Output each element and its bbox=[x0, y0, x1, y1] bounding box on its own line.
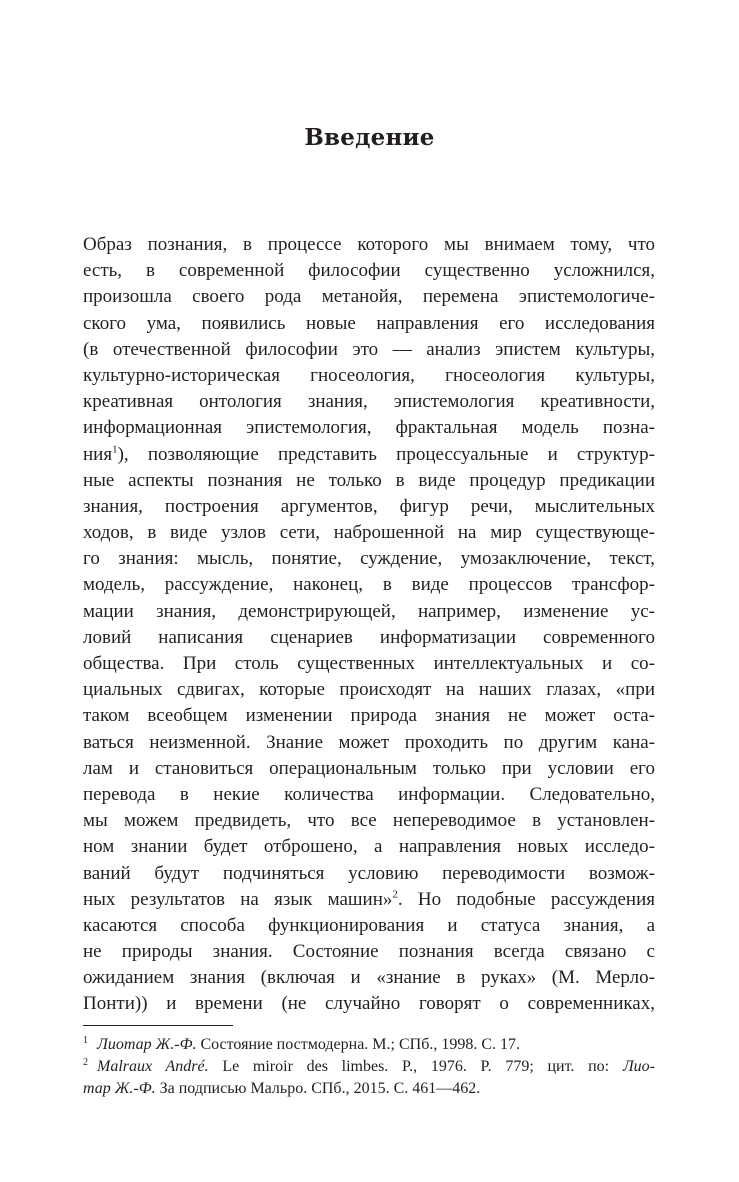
body-text bbox=[83, 232, 655, 1018]
footnote-text: Le miroir des limbes. P., 1976. P. 779; цит. по: bbox=[208, 1058, 623, 1075]
text-line: Понти)) и времени (не случайно говорят о современниках, bbox=[83, 993, 655, 1015]
footnote-2-continued bbox=[83, 1078, 655, 1100]
text-line: культурно-историческая гносеология, гносеология культуры, bbox=[83, 364, 655, 386]
text-line: информационная эпистемология, фрактальная модель позна- bbox=[83, 417, 655, 439]
footnote-text: Состояние постмодерна. М.; СПб., 1998. С. 17. bbox=[196, 1036, 521, 1053]
text-line: мации знания, демонстрирующей, например, изменение ус- bbox=[83, 600, 655, 622]
text-line: знания, построения аргументов, фигур речи, мыслительных bbox=[83, 495, 655, 517]
text-line: ожиданием знания (включая и «знание в руках» (М. Мерло- bbox=[83, 967, 655, 989]
footnotes bbox=[83, 1034, 655, 1100]
footnote-author: Malraux André. bbox=[97, 1058, 209, 1075]
text-line: перевода в некие количества информации. Следовательно, bbox=[83, 783, 655, 805]
footnote-separator bbox=[83, 1025, 233, 1026]
text-line: не природы знания. Состояние познания всегда связано с bbox=[83, 941, 655, 963]
text-line: циальных сдвигах, которые происходят на наших глазах, «при bbox=[83, 679, 655, 701]
text-line: (в отечественной философии это — анализ эпистем культуры, bbox=[83, 338, 655, 360]
footnote-author: Лиотар Ж.-Ф. bbox=[97, 1036, 197, 1053]
text-line: модель, рассуждение, наконец, в виде процессов трансфор- bbox=[83, 574, 655, 596]
text-fragment: ния bbox=[83, 443, 113, 465]
text-line: го знания: мысль, понятие, суждение, умозаключение, текст, bbox=[83, 548, 655, 570]
text-line: креативная онтология знания, эпистемология креативности, bbox=[83, 391, 655, 413]
text-fragment: ), позволяющие представить процессуальные и структур- bbox=[117, 443, 655, 465]
text-line: ходов, в виде узлов сети, наброшенной на мир существующе- bbox=[83, 522, 655, 544]
text-line bbox=[83, 887, 655, 913]
text-line: мы можем предвидеть, что все непереводимое в установлен- bbox=[83, 810, 655, 832]
footnote-2 bbox=[83, 1056, 655, 1078]
text-line: ные аспекты познания не только в виде процедур предикации bbox=[83, 469, 655, 491]
text-fragment: . Но подобные рассуждения bbox=[397, 888, 655, 910]
text-line: лам и становиться операциональным только при условии его bbox=[83, 757, 655, 779]
text-line: произошла своего рода метанойя, перемена эпистемологиче- bbox=[83, 286, 655, 308]
text-line: ловий написания сценариев информатизации современного bbox=[83, 626, 655, 648]
footnote-ref-2[interactable]: 2 bbox=[392, 888, 398, 901]
text-line bbox=[83, 442, 655, 468]
text-line: ном знании будет отброшено, а направления новых исследо- bbox=[83, 836, 655, 858]
chapter-heading: Введение bbox=[304, 124, 435, 151]
text-line: есть, в современной философии существенно усложнился, bbox=[83, 260, 655, 282]
text-line: ваться неизменной. Знание может проходить по другим кана- bbox=[83, 731, 655, 753]
text-line: касаются способа функционирования и статуса знания, а bbox=[83, 914, 655, 936]
footnote-ref-1[interactable]: 1 bbox=[112, 443, 118, 456]
text-line: Образ познания, в процессе которого мы внимаем тому, что bbox=[83, 234, 655, 255]
text-line: таком всеобщем изменении природа знания не может оста- bbox=[83, 705, 655, 727]
footnote-number: 1 bbox=[83, 1034, 88, 1046]
text-line: ского ума, появились новые направления его исследования bbox=[83, 312, 655, 334]
footnote-text: За подписью Мальро. СПб., 2015. С. 461—462. bbox=[155, 1080, 481, 1097]
footnote-author: тар Ж.-Ф. bbox=[83, 1080, 156, 1097]
footnote-number: 2 bbox=[83, 1056, 88, 1068]
text-line: ваний будут подчиняться условию переводимости возмож- bbox=[83, 862, 655, 884]
footnote-1 bbox=[83, 1034, 655, 1056]
text-line: общества. При столь существенных интеллектуальных и со- bbox=[83, 653, 655, 674]
footnote-author: Лио- bbox=[622, 1058, 655, 1075]
text-fragment: ных результатов на язык машин» bbox=[83, 888, 393, 910]
